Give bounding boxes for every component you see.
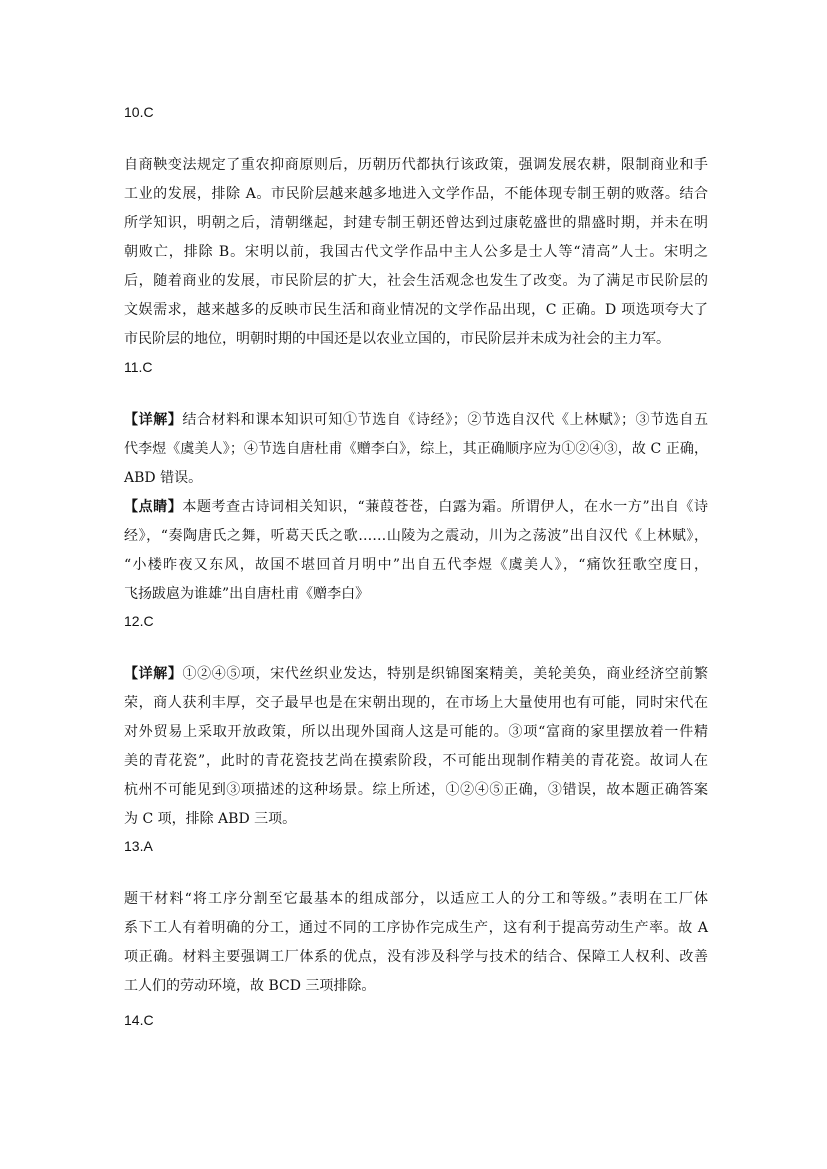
text-line: 经》，“奏陶唐氏之舞，听葛天氏之歌……山陵为之震动，川为之荡波”出自汉代《上林赋》， <box>124 528 708 544</box>
text-line: 荣，商人获利丰厚，交子最早也是在宋朝出现的，在市场上大量使用也有可能，同时宋代在 <box>124 695 708 711</box>
point-text: 本题考查古诗词相关知识，“蒹葭苍苍，白露为霜。所谓伊人，在水一方”出自《诗 <box>182 499 709 515</box>
text-line: 飞扬跋扈为谁雄”出自唐杜甫《赠李白》 <box>124 586 370 602</box>
text-line: ABD 错误。 <box>124 470 203 486</box>
answer-10: 10.C <box>124 104 154 120</box>
answer-12: 12.C <box>124 613 154 629</box>
text-line: 朝败亡，排除 B。宋明以前，我国古代文学作品中主人公多是士人等“清高”人士。宋明之 <box>124 244 708 260</box>
text-line: 工业的发展，排除 A。市民阶层越来越多地进入文学作品，不能体现专制王朝的败落。结合 <box>124 186 708 202</box>
answer-14: 14.C <box>124 1012 154 1028</box>
text-line: 题干材料“将工序分割至它最基本的组成部分，以适应工人的分工和等级。”表明在工厂体 <box>124 891 708 907</box>
text-line: 工人们的劳动环境，故 BCD 三项排除。 <box>124 978 376 994</box>
text-line: 系下工人有着明确的分工，通过不同的工序协作完成生产，这有利于提高劳动生产率。故 A <box>124 920 708 936</box>
text-line: 自商鞅变法规定了重农抑商原则后，历朝历代都执行该政策，强调发展农耕，限制商业和手 <box>124 157 708 173</box>
text-line: 杭州不可能见到③项描述的这种场景。综上所述，①②④⑤正确，③错误，故本题正确答案 <box>124 782 708 798</box>
explanation-13 <box>124 885 708 1001</box>
text-line: 后，随着商业的发展，市民阶层的扩大，社会生活观念也发生了改变。为了满足市民阶层的 <box>124 273 708 289</box>
text-line <box>124 493 708 522</box>
detail-text: 结合材料和课本知识可知①节选自《诗经》；②节选自汉代《上林赋》；③节选自五 <box>182 412 709 428</box>
explanation-10 <box>124 151 708 354</box>
detail-label: 【详解】 <box>124 666 183 682</box>
text-line <box>124 660 708 689</box>
text-line: 对外贸易上采取开放政策，所以出现外国商人这是可能的。③项“富商的家里摆放着一件精 <box>124 724 708 740</box>
text-line: 市民阶层的地位，明朝时期的中国还是以农业立国的，市民阶层并未成为社会的主力军。 <box>124 331 670 347</box>
explanation-12 <box>124 660 708 834</box>
answer-11: 11.C <box>124 359 153 375</box>
text-line: 美的青花瓷”，此时的青花瓷技艺尚在摸索阶段，不可能出现制作精美的青花瓷。故词人在 <box>124 753 708 769</box>
text-line: 所学知识，明朝之后，清朝继起，封建专制王朝还曾达到过康乾盛世的鼎盛时期，并未在明 <box>124 215 708 231</box>
detail-label: 【详解】 <box>124 412 183 428</box>
text-line <box>124 406 708 435</box>
text-line: 代李煜《虞美人》；④节选自唐杜甫《赠李白》，综上，其正确顺序应为①②④③，故 C 正确， <box>124 441 708 457</box>
answer-13: 13.A <box>124 838 153 854</box>
point-label: 【点睛】 <box>124 499 183 515</box>
text-line: “小楼昨夜又东风，故国不堪回首月明中”出自五代李煜《虞美人》，“痛饮狂歌空度日， <box>124 557 708 573</box>
text-line: 文娱需求，越来越多的反映市民生活和商业情况的文学作品出现，C 正确。D 项选项夸大了 <box>124 302 708 318</box>
text-line: 项正确。材料主要强调工厂体系的优点，没有涉及科学与技术的结合、保障工人权利、改善 <box>124 949 708 965</box>
explanation-11 <box>124 406 708 609</box>
text-line: 为 C 项，排除 ABD 三项。 <box>124 811 297 827</box>
detail-text: ①②④⑤项，宋代丝织业发达，特别是织锦图案精美，美轮美奂，商业经济空前繁 <box>182 666 709 682</box>
